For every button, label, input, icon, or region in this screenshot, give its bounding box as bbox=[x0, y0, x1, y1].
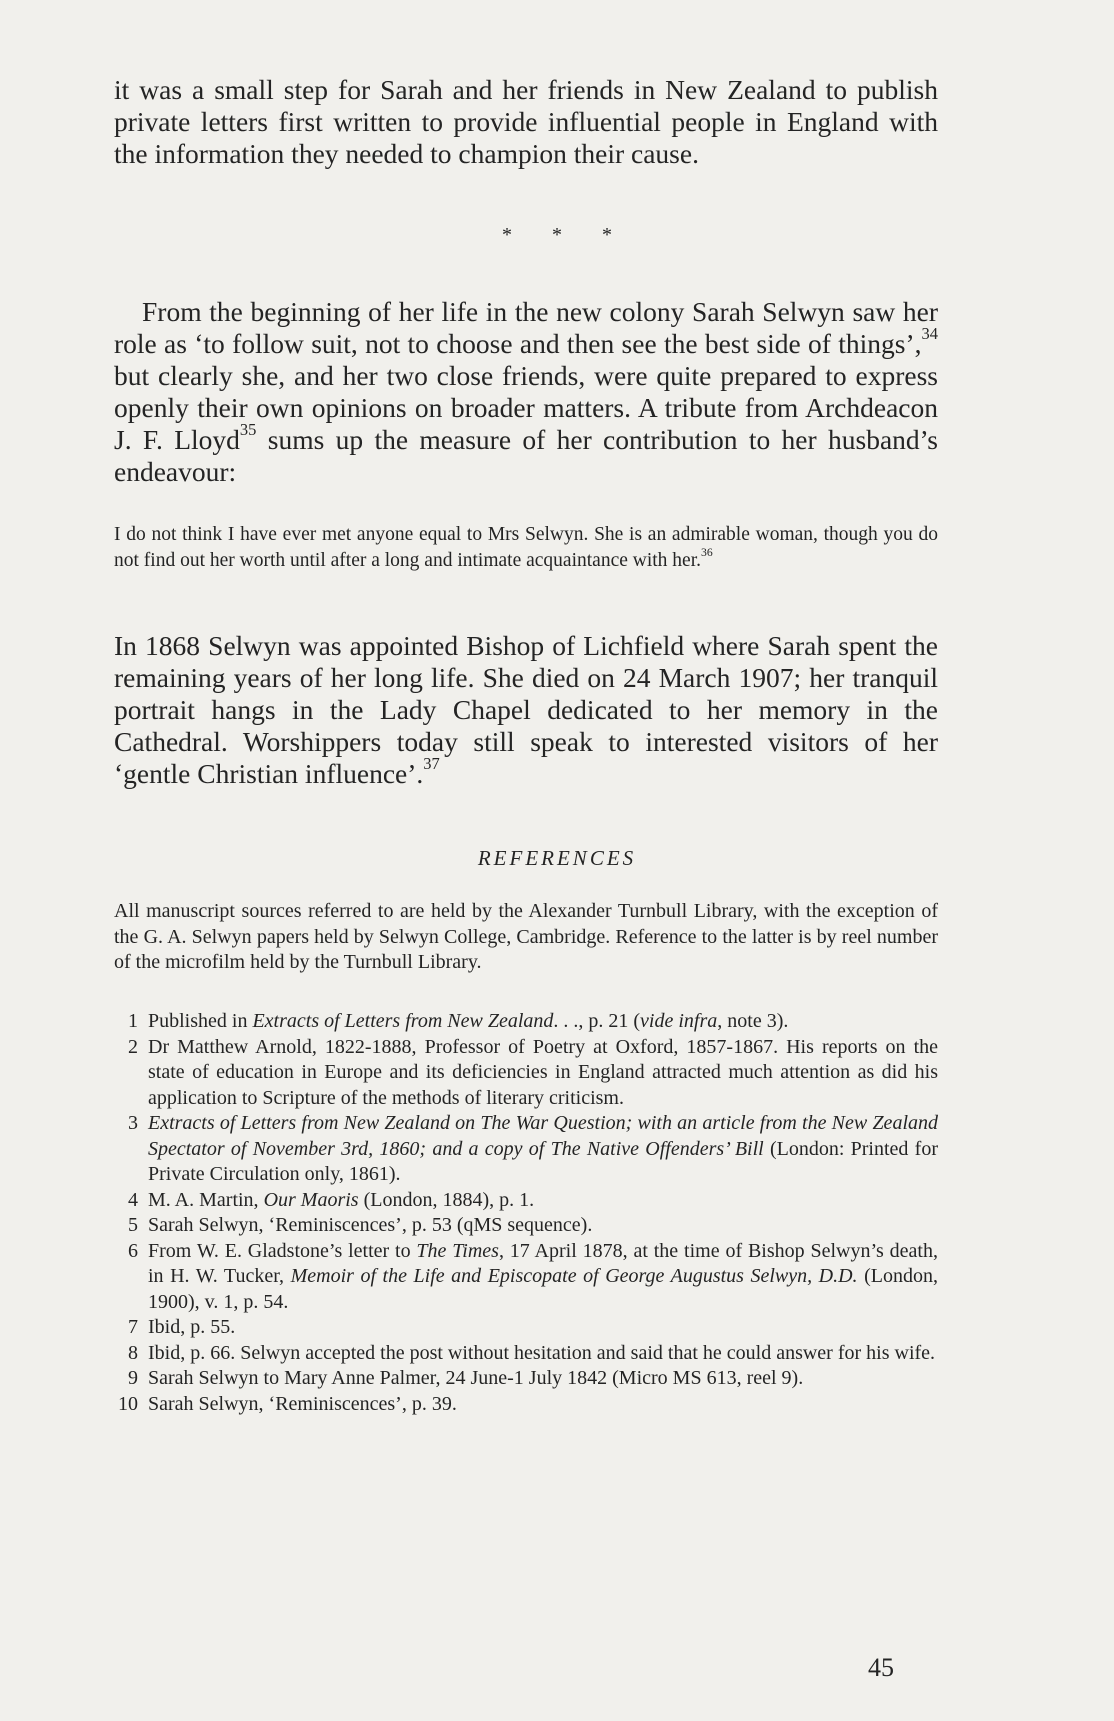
reference-note: 10 Sarah Selwyn, ‘Reminiscences’, p. 39. bbox=[118, 1392, 457, 1415]
reference-note: 6 From W. E. Gladstone’s letter to The Times, 17 April 1878, at the time of Bishop Selwyn’s death, in H. W. Tucker, Memoir of the Life and Episcopate of George Augustus Selwyn, D.D. (London, 1900), v. 1, p. 54. bbox=[128, 1239, 938, 1313]
asterisk: * bbox=[552, 224, 562, 246]
reference-note: 9 Sarah Selwyn to Mary Anne Palmer, 24 June-1 July 1842 (Micro MS 613, reel 9). bbox=[128, 1367, 804, 1389]
reference-note: 4 M. A. Martin, Our Maoris (London, 1884), p. 1. bbox=[128, 1188, 535, 1211]
paragraph-lichfield: In 1868 Selwyn was appointed Bishop of Lichfield where Sarah spent the remaining years of her long life. She died on 24 March 1907; her tranquil portrait hangs in the Lady Chapel dedicated to her memory in the Cathedral. Worshippers today still speak to interested visitors of her ‘gentle Christian influence’.$^{37}$ bbox=[114, 630, 938, 789]
asterisk: * bbox=[502, 224, 512, 246]
reference-note: 1 Published in Extracts of Letters from New Zealand. . ., p. 21 (vide infra, note 3). bbox=[128, 1010, 789, 1032]
page-number: 45 bbox=[868, 1653, 894, 1682]
references-heading: REFERENCES bbox=[477, 846, 637, 870]
footnote-ref-34: 34 bbox=[921, 323, 938, 343]
paragraph-sarah-role: From the beginning of her life in the new colony Sarah Selwyn saw her role as ‘to follow suit, not to choose and then see the best side of things’,$^{34}$ but clearly she, and her two close friends, were quite prepared to express openly their own opinions on broader matters. A tribute from Archdeacon J. F. Lloyd$^{35}$ sums up the measure of her contribution to her husband’s endeavour: bbox=[114, 296, 939, 487]
section-separator bbox=[0, 224, 1114, 247]
reference-note: 2 Dr Matthew Arnold, 1822-1888, Professor of Poetry at Oxford, 1857-1867. His reports on the state of education in Europe and its deficiencies in England attracted much attention as did his application to Scripture of the methods of literary criticism. bbox=[128, 1035, 938, 1109]
references-intro: All manuscript sources referred to are held by the Alexander Turnbull Library, with the exception of the G. A. Selwyn papers held by Selwyn College, Cambridge. Reference to the latter is by reel number of the microfilm held by the Turnbull Library. bbox=[114, 900, 938, 973]
reference-note: 8 Ibid, p. 66. Selwyn accepted the post without hesitation and said that he could answer for his wife. bbox=[128, 1341, 936, 1364]
asterisk: * bbox=[602, 224, 612, 246]
reference-note: 7 Ibid, p. 55. bbox=[128, 1316, 236, 1338]
reference-note: 5 Sarah Selwyn, ‘Reminiscences’, p. 53 (qMS sequence). bbox=[128, 1214, 593, 1236]
block-quote: I do not think I have ever met anyone equal to Mrs Selwyn. She is an admirable woman, though you do not find out her worth until after a long and intimate acquaintance with her.$^{36}$ bbox=[114, 524, 938, 571]
references-list bbox=[104, 1009, 938, 1417]
reference-note: 3 Extracts of Letters from New Zealand on The War Question; with an article from the New Zealand Spectator of November 3rd, 1860; and a copy of The Native Offenders’ Bill (London: Printed for Private Circulation only, 1861). bbox=[128, 1112, 938, 1185]
footnote-ref-36: 36 bbox=[701, 546, 713, 560]
footnote-ref-35: 35 bbox=[239, 419, 257, 439]
paragraph-continuation: it was a small step for Sarah and her friends in New Zealand to publish private letters first written to provide influential people in England with the information they needed to champion their cause. bbox=[114, 74, 938, 169]
footnote-ref-37: 37 bbox=[423, 753, 440, 773]
